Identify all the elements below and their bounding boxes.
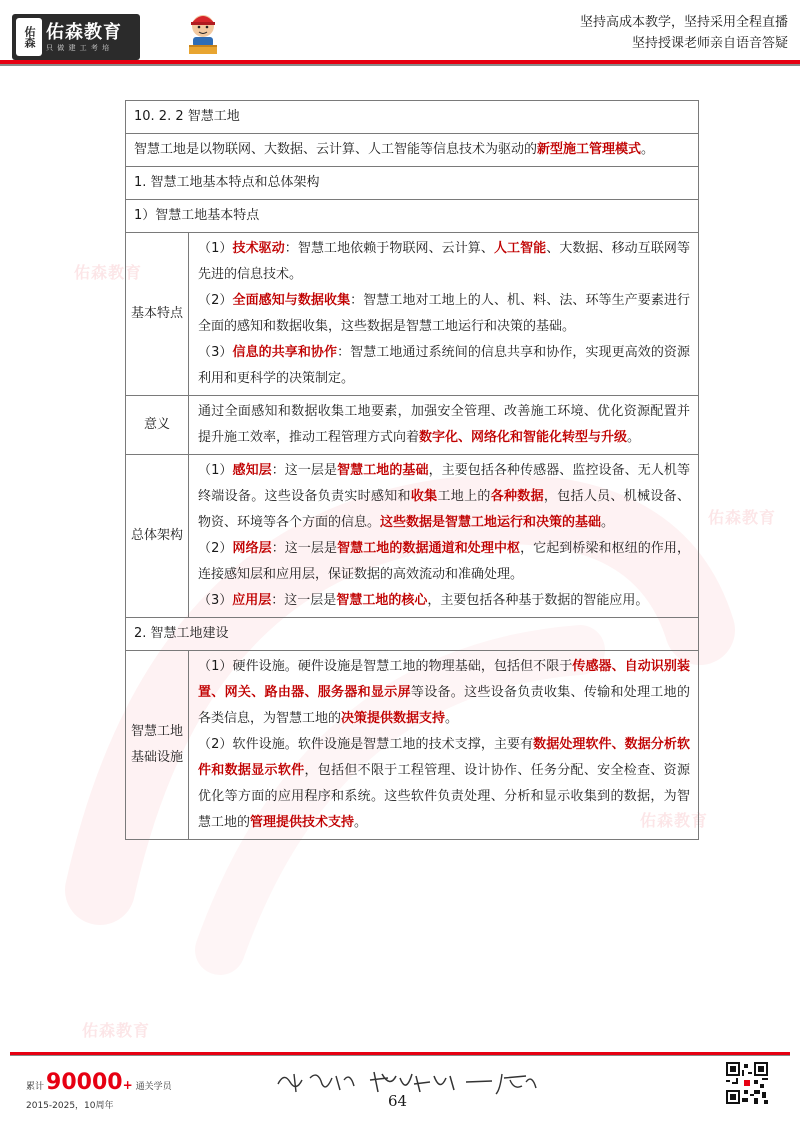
slogan-line-1: 坚持高成本教学，坚持采用全程直播	[579, 15, 788, 30]
item-keyword: 管理提供技术支持	[250, 815, 355, 830]
logo-tagline: 只 做 建 工 考 培	[46, 43, 111, 52]
item-keyword: 全面感知与数据收集	[232, 293, 351, 308]
meaning-label: 意义	[126, 396, 189, 455]
item-text: 。	[601, 515, 615, 530]
item-number: （2）	[198, 293, 233, 308]
qr-code-icon	[724, 1060, 770, 1106]
features-label: 基本特点	[126, 233, 189, 396]
logo-text	[46, 22, 122, 53]
item-text: ：这一层是	[271, 593, 337, 608]
item-keyword: 人工智能	[493, 241, 547, 256]
item-text: ，主要包括各种传感器、监控设备、无人机等终端设备。这些设备负责实时感知和	[198, 463, 690, 504]
infrastructure-item	[198, 654, 690, 732]
meaning-content	[189, 396, 699, 455]
item-keyword: 网络层	[232, 541, 272, 556]
table-row	[126, 618, 699, 651]
item-text: ：智慧工地依赖于物联网、云计算、	[284, 241, 494, 256]
anniversary-text: 2015-2025，10周年	[26, 1101, 114, 1111]
item-keyword: 这些数据是智慧工地运行和决策的基础	[380, 515, 602, 530]
features-content	[189, 233, 699, 396]
item-text: 通过全面感知和数据收集工地要素，加强安全管理、改善施工环境、优化资源配置并提升施工效率，推动工程管理方式向着	[198, 404, 690, 445]
table-row	[126, 200, 699, 233]
item-keyword: 感知层	[232, 463, 272, 478]
architecture-label: 总体架构	[126, 455, 189, 618]
logo-seal-icon: 佑森	[16, 18, 42, 56]
infrastructure-content	[189, 651, 699, 840]
stats-plus: +	[122, 1078, 133, 1092]
item-text: 等设备。这些设备负责收集、传输和处理工地的各类信息，为智慧工地的	[198, 685, 690, 726]
layer-item	[198, 588, 690, 614]
header-slogan	[580, 12, 788, 54]
item-text: ，包括人员、机械设备、物资、环境等各个方面的信息。	[198, 489, 690, 530]
item-text: ，主要包括各种基于数据的智能应用。	[427, 593, 649, 608]
table-row	[126, 101, 699, 134]
mascot-icon	[186, 12, 220, 56]
stats-row	[26, 1070, 172, 1096]
item-keyword: 数据处理软件、数据分析软件和数据显示软件	[198, 737, 690, 778]
layer-item	[198, 458, 690, 536]
knowledge-table	[125, 100, 699, 840]
item-number: （1）	[198, 463, 233, 478]
feature-item	[198, 340, 690, 392]
item-text: 、大数据、移动互联网等先进的信息技术。	[198, 241, 690, 282]
item-keyword: 决策提供数据支持	[341, 711, 446, 726]
item-keyword: 技术驱动	[232, 241, 285, 256]
table-row	[126, 651, 699, 840]
watermark-text: 佑森教育	[82, 1021, 151, 1040]
stats-suffix: 通关学员	[135, 1082, 172, 1092]
table-row	[126, 455, 699, 618]
item-text: ：这一层是	[271, 463, 338, 478]
item-text: 。	[627, 430, 641, 445]
header-divider-shadow	[0, 64, 800, 66]
item-text: ：智慧工地通过系统间的信息共享和协作，实现更高效的资源利用和更科学的决策制定。	[198, 345, 690, 386]
item-keyword: 应用层	[232, 593, 272, 608]
section-title: 10. 2. 2 智慧工地	[126, 101, 699, 134]
part1-subheading: 1）智慧工地基本特点	[126, 200, 699, 233]
watermark-text: 佑森教育	[74, 263, 143, 282]
feature-item	[198, 288, 690, 340]
item-text: ：智慧工地对工地上的人、机、料、法、环等生产要素进行全面的感知和数据收集，这些数据是智慧工地运行和决策的基础。	[198, 293, 690, 334]
item-text: ，包括但不限于工程管理、设计协作、任务分配、安全检查、资源优化等方面的应用程序和系统。这些软件负责处理、分析和显示收集到的数据，为智慧工地的	[198, 763, 690, 830]
item-text: 工地上的	[437, 489, 491, 504]
part2-heading: 2. 智慧工地建设	[126, 618, 699, 651]
feature-item	[198, 236, 690, 288]
item-number: （3）	[198, 345, 233, 360]
intro-end: 。	[641, 142, 655, 157]
infrastructure-item	[198, 732, 690, 836]
item-text: ，它起到桥梁和枢纽的作用，连接感知层和应用层，保证数据的高效流动和准确处理。	[198, 541, 690, 582]
infrastructure-label: 智慧工地基础设施	[126, 651, 189, 840]
watermark-text: 佑森教育	[708, 508, 777, 527]
item-number: （1）	[198, 241, 233, 256]
layer-item	[198, 536, 690, 588]
stats-number: 90000	[46, 1070, 123, 1095]
intro-keyword: 新型施工管理模式	[537, 142, 642, 157]
item-keyword: 智慧工地的数据通道和处理中枢	[337, 541, 521, 556]
item-text: （1）硬件设施。硬件设施是智慧工地的物理基础，包括但不限于	[198, 659, 573, 674]
item-number: （3）	[198, 593, 233, 608]
stats-prefix: 累计	[26, 1082, 45, 1092]
architecture-content	[189, 455, 699, 618]
watermark-text: 佑森教育	[640, 811, 709, 830]
table-row	[126, 233, 699, 396]
alumni-stats	[26, 1070, 172, 1111]
item-keyword: 信息的共享和协作	[232, 345, 338, 360]
table-row	[126, 167, 699, 200]
intro-text: 智慧工地是以物联网、大数据、云计算、人工智能等信息技术为驱动的	[134, 142, 538, 157]
item-keyword: 收集	[410, 489, 438, 504]
item-text: 。	[445, 711, 459, 726]
table-row	[126, 134, 699, 167]
item-keyword: 智慧工地的核心	[336, 593, 428, 608]
table-row	[126, 396, 699, 455]
page-number: 64	[388, 1092, 408, 1110]
item-keyword: 各种数据	[490, 489, 544, 504]
slogan-line-2: 坚持授课老师亲自语音答疑	[631, 36, 788, 51]
item-keyword: 数字化、网络化和智能化转型与升级	[419, 430, 628, 445]
item-keyword: 智慧工地的基础	[337, 463, 429, 478]
item-text: 。	[354, 815, 368, 830]
footer-divider-shadow	[10, 1055, 790, 1056]
intro-cell	[126, 134, 699, 167]
part1-heading: 1. 智慧工地基本特点和总体架构	[126, 167, 699, 200]
logo-name: 佑森教育	[46, 21, 122, 43]
item-number: （2）	[198, 541, 233, 556]
brand-logo	[12, 14, 140, 60]
item-text: （2）软件设施。软件设施是智慧工地的技术支撑，主要有	[198, 737, 534, 752]
handwritten-signature-icon	[270, 1064, 550, 1098]
item-keyword: 传感器、自动识别装置、网关、路由器、服务器和显示屏	[198, 659, 690, 700]
page-header	[0, 0, 800, 72]
item-text: ：这一层是	[271, 541, 338, 556]
